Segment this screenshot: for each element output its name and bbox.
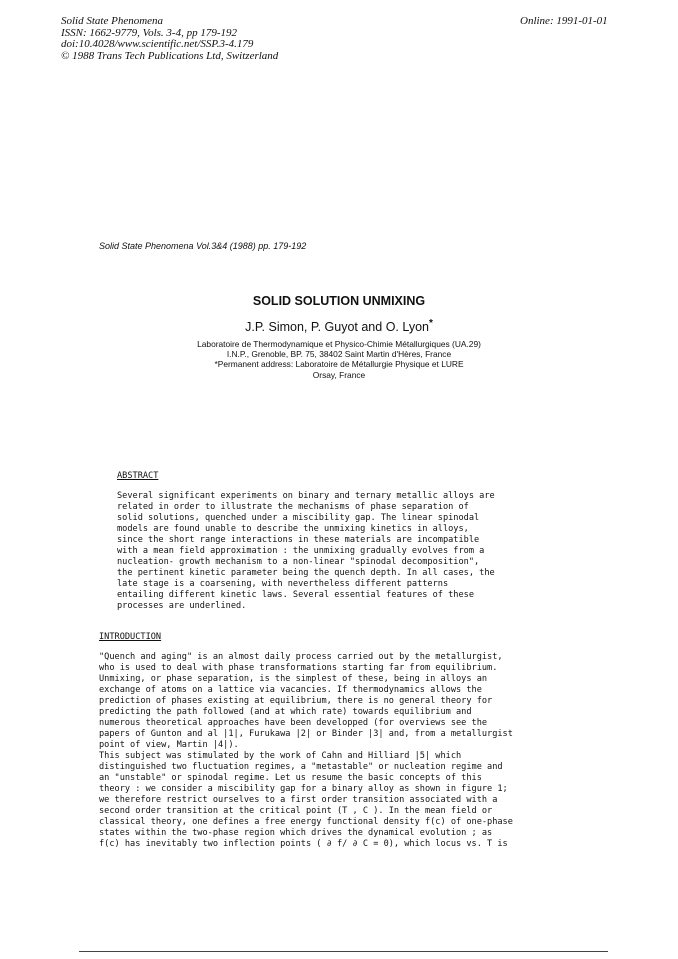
online-date: Online: 1991-01-01 [520,15,608,27]
intro-line: Unmixing, or phase separation, is the simplest of these, being in alloys an [99,674,488,684]
intro-line: point of view, Martin |4|). [99,740,239,750]
abstract-body [117,491,547,612]
abstract-line: Several significant experiments on binary and ternary metallic alloys are [117,491,495,501]
abstract-line: since the short range interactions in these materials are incompatible [117,535,480,545]
doi-line: doi:10.4028/www.scientific.net/SSP.3-4.179 [61,38,254,50]
abstract-line: with a mean field approximation : the unmixing gradually evolves from a [117,546,485,556]
introduction-heading: INTRODUCTION [99,632,162,642]
affiliation-line: Laboratoire de Thermodynamique et Physico-Chimie Métallurgiques (UA.29) [197,339,481,349]
abstract-line: nucleation- growth mechanism to a non-linear "spinodal decomposition", [117,557,480,567]
intro-line: we therefore restrict ourselves to a first order transition associated with a [99,795,498,805]
footer-rule [79,951,608,952]
intro-line: who is used to deal with phase transformations starting far from equilibrium. [99,663,498,673]
authors: J.P. Simon, P. Guyot and O. Lyon [245,320,429,335]
affiliation-block [0,339,678,380]
journal-name: Solid State Phenomena [61,15,164,27]
issn-line: ISSN: 1662-9779, Vols. 3-4, pp 179-192 [61,26,237,39]
intro-line: classical theory, one defines a free energy functional density f(c) of one-phase [99,817,513,827]
author-footnote-mark: * [429,318,433,329]
intro-line: predicting the path followed (and at which rate) towards equilibrium and [99,707,472,717]
intro-line: papers of Gunton and al |1|, Furukawa |2| or Binder |3| and, from a metallurgist [99,729,513,739]
abstract-line: processes are underlined. [117,601,247,611]
citation-line: Solid State Phenomena Vol.3&4 (1988) pp. 179-192 [99,241,307,251]
intro-line: numerous theoretical approaches have been developped (for overviews see the [99,718,488,728]
intro-line: distinguished two fluctuation regimes, a "metastable" or nucleation regime and [99,762,503,772]
abstract-line: late stage is a coarsening, with nevertheless different patterns [117,579,449,589]
abstract-line: the pertinent kinetic parameter being the quench depth. In all cases, the [117,568,495,578]
abstract-line: related in order to illustrate the mechanisms of phase separation of [117,502,469,512]
abstract-heading: ABSTRACT [117,471,159,481]
affiliation-line: *Permanent address: Laboratoire de Métallurgie Physique et LURE [214,359,464,370]
intro-line: exchange of atoms on a lattice via vacancies. If thermodynamics allows the [99,685,482,695]
introduction-body [99,652,569,850]
affiliation-line: Orsay, France [312,369,366,380]
intro-line: f(c) has inevitably two inflection points ( ∂ f/ ∂ C = 0), which locus vs. T is [99,839,508,849]
copyright-line: © 1988 Trans Tech Publications Ltd, Switzerland [61,49,279,62]
authors-line [0,318,678,334]
intro-line: "Quench and aging" is an almost daily process carried out by the metallurgist, [99,652,503,662]
intro-line: states within the two-phase region which drives the dynamical evolution ; as [99,828,493,838]
abstract-line: solid solutions, quenched under a miscibility gap. The linear spinodal [117,513,480,523]
intro-line: second order transition at the critical point (T , C ). In the mean field or [99,806,493,816]
paper-title: SOLID SOLUTION UNMIXING [252,294,426,308]
affiliation-line: I.N.P., Grenoble, BP. 75, 38402 Saint Martin d'Hères, France [226,349,452,360]
intro-line: theory : we consider a miscibility gap for a binary alloy as shown in figure 1; [99,784,508,794]
intro-line: This subject was stimulated by the work of Cahn and Hilliard |5| which [99,751,462,761]
intro-line: an "unstable" or spinodal regime. Let us resume the basic concepts of this [99,773,482,783]
journal-header [61,16,278,62]
intro-line: prediction of phases existing at equilibrium, there is no general theory for [99,696,493,706]
abstract-line: models are found unable to describe the unmixing kinetics in alloys, [117,524,469,534]
abstract-line: entailing different kinetic laws. Several essential features of these [117,590,474,600]
